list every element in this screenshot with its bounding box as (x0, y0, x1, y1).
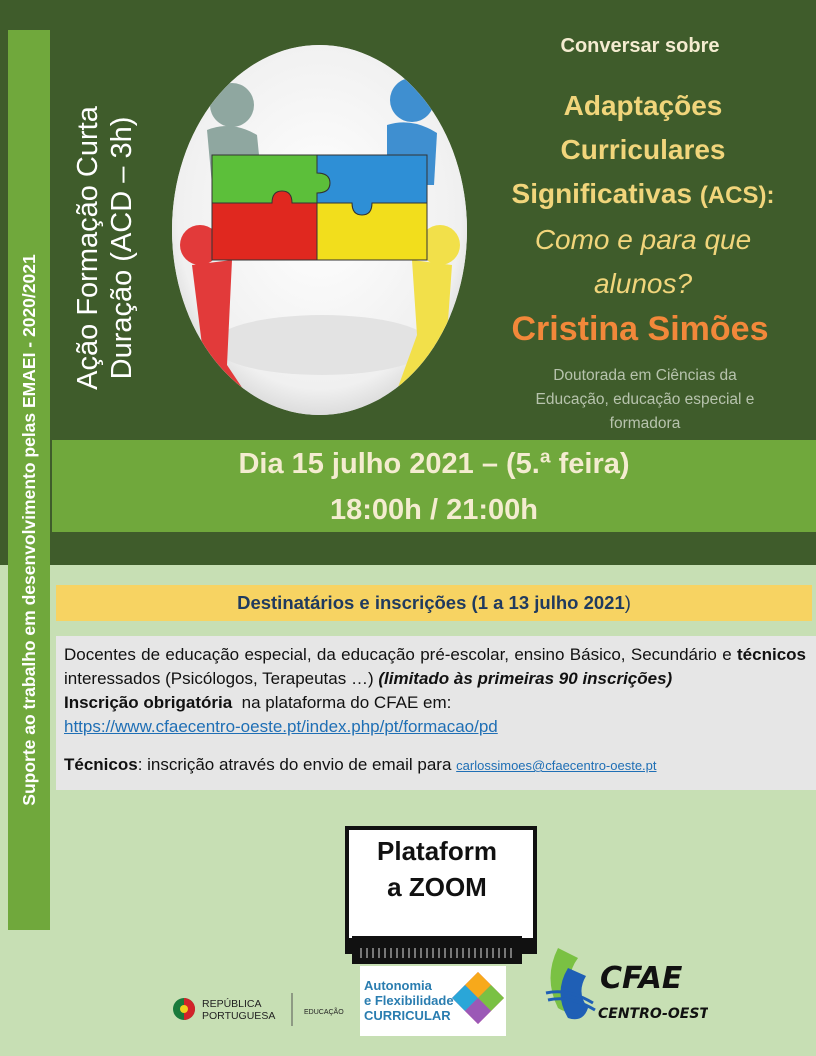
cred-line3: formadora (609, 415, 681, 432)
registration-info (64, 643, 806, 778)
registration-header (56, 592, 812, 614)
topic-line1: Adaptações (563, 90, 723, 121)
action-title-line2: Duração (ACD – 3h) (106, 116, 138, 380)
puzzle-people-image (172, 45, 467, 415)
info-paragraph-2 (64, 691, 806, 715)
intro-text: Conversar sobre (560, 35, 720, 57)
platform-line2: a ZOOM (387, 872, 487, 902)
cfae-line1: CFAE (600, 961, 683, 996)
rp-line1: REPÚBLICA (202, 998, 262, 1010)
event-time: 18:00h / 21:00h (330, 494, 538, 526)
topic-line2: Curriculares (560, 134, 726, 165)
info-paragraph-1 (64, 643, 806, 691)
info-p1-text: Docentes de educação especial, da educação pré-escolar, ensino Básico, Secundário e (64, 645, 732, 664)
registration-header-close: ) (624, 592, 631, 613)
platform-line1: Plataform (377, 836, 497, 866)
registration-header-title: Destinatários e inscrições (237, 592, 467, 613)
action-title (71, 38, 139, 458)
cred-line1: Doutorada em Ciências da (553, 367, 737, 384)
keyboard-keys (360, 948, 514, 958)
info-paragraph-3 (64, 753, 806, 778)
cfae-line2: CENTRO-OESTE (598, 1006, 708, 1022)
af-line1: Autonomia (364, 978, 432, 993)
info-p1-limit: (limitado às primeiras 90 inscrições) (378, 669, 673, 688)
tech-text: : inscrição através do envio de email para (137, 755, 452, 774)
topic-line3-main: Significativas (511, 178, 693, 209)
info-p2-text: na plataforma do CFAE em: (241, 693, 452, 712)
action-title-line1: Ação Formação Curta (72, 106, 104, 390)
info-link-line (64, 715, 806, 739)
topic-acs: (ACS): (699, 182, 775, 209)
cred-line2: Educação, educação especial e (535, 391, 755, 408)
tech-label: Técnicos (64, 755, 138, 774)
af-line3: CURRICULAR (364, 1008, 451, 1023)
question-line2: alunos? (593, 268, 693, 299)
rp-logo-graphic (170, 988, 350, 1030)
rp-dept: EDUCAÇÃO (304, 1009, 344, 1016)
info-p1-text2: interessados (Psicólogos, Terapeutas …) (64, 669, 374, 688)
topic-title (478, 84, 808, 218)
topic-question (478, 218, 808, 306)
registration-link[interactable]: https://www.cfaecentro-oeste.pt/index.php/pt/formacao/pd (64, 717, 498, 736)
side-banner-text: Suporte ao trabalho em desenvolvimento pelas EMAEI - 2020/2021 (19, 254, 39, 806)
af-line2: e Flexibilidade (364, 993, 454, 1008)
cfae-logo-graphic (538, 938, 708, 1028)
event-date: Dia 15 julho 2021 – (5.ª feira) (238, 448, 630, 480)
email-link[interactable]: carlossimoes@cfaecentro-oeste.pt (456, 758, 657, 773)
cfae-centro-oeste-logo (538, 938, 708, 1028)
af-logo-text (364, 978, 464, 1023)
registration-header-dates: (1 a 13 julho 2021 (471, 592, 625, 613)
speaker-credentials (500, 364, 790, 436)
info-p2-bold: Inscrição obrigatória (64, 693, 233, 712)
info-p1-bold: técnicos (737, 645, 806, 664)
platform-label (349, 833, 525, 905)
info-spacer (64, 739, 806, 753)
question-line1: Como e para que (534, 224, 752, 255)
topic-line3 (478, 172, 808, 218)
rp-line2: PORTUGUESA (202, 1010, 276, 1022)
puzzle-illustration (172, 45, 467, 415)
republica-portuguesa-logo (170, 988, 350, 1030)
speaker-name: Cristina Simões (511, 310, 769, 348)
